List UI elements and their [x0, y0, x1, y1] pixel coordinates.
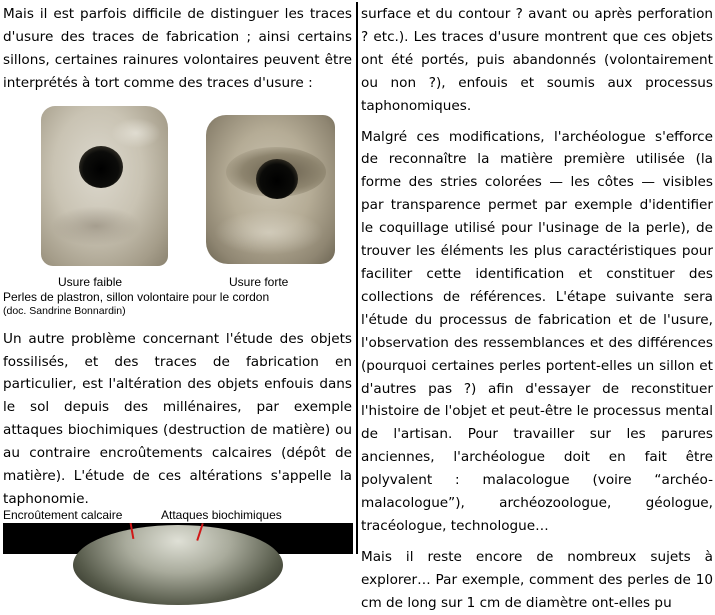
figure-label-calcareous-crust: Encroûtement calcaire — [3, 508, 123, 522]
figure-label-heavy-wear: Usure forte — [229, 274, 289, 289]
left-column — [3, 3, 352, 511]
bead-photo-heavy-wear — [206, 115, 335, 264]
left-paragraph-2: Un autre problème concernant l'étude des objets fossilisés, et des traces de fabrication en particulier, est l'altération des objets enfouis dans le sol depuis des millénaires, par exemple attaques biochimiques (destruction de matière) ou au contraire encroûtements calcaires (dépôt de matière). L'étude de ces altérations s'appelle la taphonomie. — [3, 330, 352, 507]
bottom-figure-labels — [3, 508, 352, 522]
bead-wear-figure — [3, 99, 352, 328]
bead-perforation — [79, 146, 123, 188]
right-paragraph-3: Mais il reste encore de nombreux sujets à explorer… Par exemple, comment des perles de 10 cm de long sur 1 cm de diamètre ont-elles pu — [361, 548, 713, 611]
taphonomy-photo — [3, 523, 353, 554]
left-paragraph-1: Mais il est parfois difficile de distinguer les traces d'usure des traces de fabrication ; ainsi certains sillons, certaines rainures volontaires peuvent être interprétés à tort comme des traces d'usure : — [3, 6, 352, 91]
figure-label-light-wear: Usure faible — [58, 274, 123, 289]
right-column — [361, 3, 713, 615]
bead-photo-light-wear — [41, 106, 168, 266]
figure-caption: Perles de plastron, sillon volontaire pour le cordon — [3, 289, 270, 304]
bead-perforation — [256, 159, 298, 199]
figure-label-biochemical-attack: Attaques biochimiques — [161, 508, 282, 522]
right-paragraph-1: surface et du contour ? avant ou après perforation ? etc.). Les traces d'usure montrent que ces objets ont été portés, puis abandonnés (volontairement ou non ?), enfouis et soumis aux processus taphonomiques. — [361, 6, 713, 114]
figure-credit: (doc. Sandrine Bonnardin) — [3, 304, 126, 317]
right-paragraph-2: Malgré ces modifications, l'archéologue s'efforce de reconnaître la matière première utilisée (la forme des stries colorées — les côtes — visibles par transparence permet par exemple d'identifier le coquillage utilisé pour l'usinage de la perle), de trouver les éléments les plus caractéristiques pour faciliter cette identification et constituer des collections de références. L'étape suivante sera l'étude du processus de fabrication et de l'usure, l'observation des ressemblances et des différences (pourquoi certaines perles portent-elles un sillon et d'autres pas ?) afin d'essayer de reconstituer l'histoire de l'objet et peut-être le processus mental de l'artisan. Pour travailler sur les parures anciennes, l'archéologue doit en fait être polyvalent : malacologue (voire “archéo-malacologue”), archéozoologue, géologue, tracéologue, technologue… — [361, 128, 713, 534]
column-divider — [356, 2, 358, 554]
